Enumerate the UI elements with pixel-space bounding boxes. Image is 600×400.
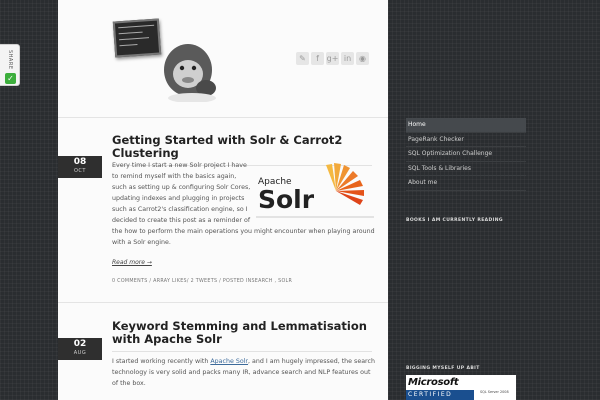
- date-month: AUG: [73, 350, 87, 356]
- svg-text:Apache: Apache: [258, 177, 292, 187]
- site-header: [58, 0, 388, 118]
- twitter-icon[interactable]: ✎: [296, 52, 309, 65]
- microsoft-brand: Microsoft: [408, 377, 459, 388]
- share-icon[interactable]: ✓: [5, 73, 16, 84]
- sidebar-item-pagerank-checker[interactable]: PageRank Checker: [406, 133, 526, 148]
- sidebar-item-home[interactable]: Home: [406, 118, 526, 133]
- post-solr-carrot2: [58, 118, 388, 303]
- facebook-icon[interactable]: f: [311, 52, 324, 65]
- widget-title-bigging: BIGGING MYSELF UP ABIT: [406, 366, 480, 371]
- rss-icon[interactable]: ◉: [356, 52, 369, 65]
- share-label: SHARE: [7, 50, 13, 70]
- sidebar-nav: [406, 118, 526, 191]
- apache-solr-logo-icon: [256, 158, 376, 220]
- post-meta[interactable]: 0 COMMENTS / ARRAY LIKES/ 2 TWEETS / POSTED INSEARCH , SOLR: [112, 279, 293, 284]
- widget-title-reading: BOOKS I AM CURRENTLY READING: [406, 218, 504, 223]
- sidebar-item-about-me[interactable]: About me: [406, 176, 526, 191]
- thinking-chimp-logo-icon[interactable]: [158, 40, 222, 102]
- linkedin-icon[interactable]: in: [341, 52, 354, 65]
- chalkboard-logo-icon[interactable]: [113, 18, 161, 57]
- sidebar: [406, 0, 526, 400]
- date-badge: [58, 338, 102, 360]
- apache-solr-link[interactable]: Apache Solr: [210, 358, 249, 365]
- post-excerpt: I started working recently with Apache Solr, and I am hugely impressed, the search technology is very solid and packs many IR, advance search and NLP features out of the box.: [112, 358, 375, 387]
- microsoft-certified-badge[interactable]: [406, 375, 516, 400]
- social-icons: [296, 52, 369, 65]
- date-day: 02: [73, 339, 87, 349]
- svg-text:Solr: Solr: [258, 185, 315, 214]
- certified-label: CERTIFIED: [406, 390, 474, 400]
- date-badge: [58, 156, 102, 178]
- date-month: OCT: [74, 168, 86, 174]
- post-excerpt: Every time I start a new Solr project I have to remind myself with the basics again, such as setting up & configuring Solr Cores, updating indexes and plugging in projects such as Carrot2's classification engine, so I decided to create this post as a reminder of the how to perform the main operations you might encounter when playing around with a Solr engine.: [112, 162, 375, 246]
- googleplus-icon[interactable]: g+: [326, 54, 339, 63]
- sidebar-item-sql-optimization-challenge[interactable]: SQL Optimization Challenge: [406, 147, 526, 162]
- main-content: [58, 0, 388, 400]
- read-more-link[interactable]: Read more →: [112, 259, 152, 266]
- post-title[interactable]: Keyword Stemming and Lemmatisation with Apache Solr: [112, 320, 372, 352]
- date-day: 08: [73, 157, 87, 167]
- sidebar-item-sql-tools-libraries[interactable]: SQL Tools & Libraries: [406, 162, 526, 177]
- post-stemming-lemmatisation: [58, 304, 388, 400]
- post-title[interactable]: Getting Started with Solr & Carrot2 Clustering: [112, 134, 372, 166]
- sql-server-label: SQL Server 2008: [480, 390, 509, 394]
- share-widget[interactable]: [0, 44, 20, 86]
